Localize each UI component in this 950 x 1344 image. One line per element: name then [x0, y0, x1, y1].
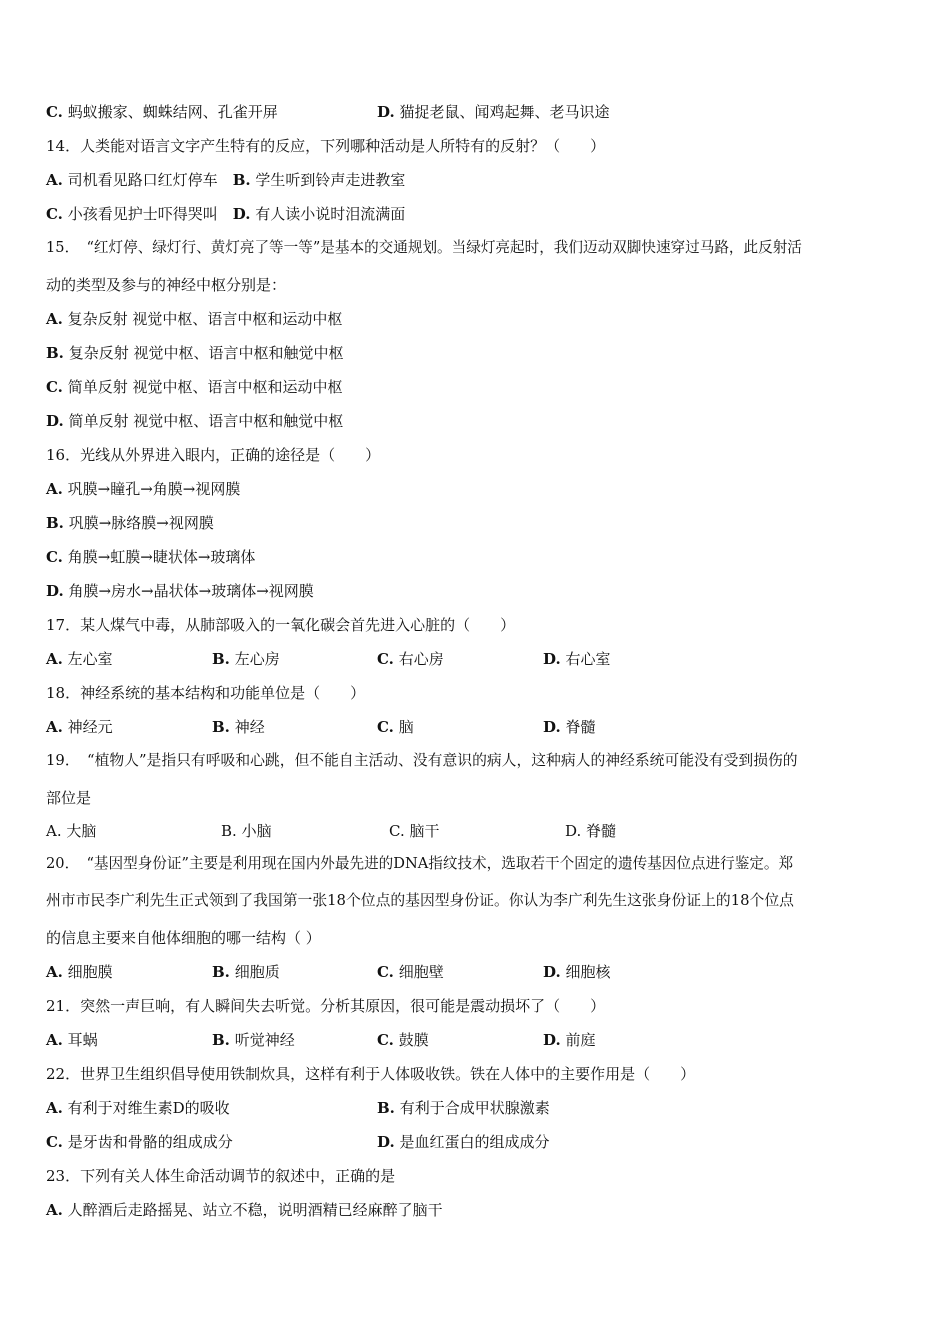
q21-option-a: A. 耳蜗: [46, 1031, 98, 1049]
q22-option-b: B. 有利于合成甲状腺激素: [377, 1099, 550, 1117]
q19-stem-line1: 19． “植物人”是指只有呼吸和心跳，但不能自主活动、没有意识的病人，这种病人的神经系统可能没有受到损伤的: [46, 752, 798, 769]
q17-option-b: B. 左心房: [212, 650, 280, 668]
q16-option-d: D. 角膜→房水→晶状体→玻璃体→视网膜: [46, 582, 314, 600]
q17-option-a: A. 左心室: [46, 650, 113, 668]
q18-option-b: B. 神经: [212, 718, 265, 736]
q13-option-c: C. 蚂蚁搬家、蜘蛛结网、孔雀开屏: [46, 103, 278, 121]
q17-option-d: D. 右心室: [543, 650, 611, 668]
q19-option-d: D. 脊髓: [565, 822, 617, 840]
q20-option-b: B. 细胞质: [212, 963, 280, 981]
q14-stem: 14．人类能对语言文字产生特有的反应，下列哪种活动是人所特有的反射？（ ）: [46, 137, 606, 155]
q20-option-d: D. 细胞核: [543, 963, 611, 981]
q15-stem-line2: 动的类型及参与的神经中枢分别是：: [46, 276, 287, 294]
q20-option-c: C. 细胞壁: [377, 963, 444, 981]
q16-option-b: B. 巩膜→脉络膜→视网膜: [46, 514, 214, 532]
q14-options-ab: A. 司机看见路口红灯停车 B. 学生听到铃声走进教室: [46, 171, 406, 189]
q16-stem: 16．光线从外界进入眼内，正确的途径是（ ）: [46, 446, 381, 464]
q15-option-a: A. 复杂反射 视觉中枢、语言中枢和运动中枢: [46, 310, 343, 328]
q22-option-c: C. 是牙齿和骨骼的组成成分: [46, 1133, 233, 1151]
q20-stem-line1: 20． “基因型身份证”主要是利用现在国内外最先进的DNA指纹技术，选取若干个固定的遗传基因位点进行鉴定。郑: [46, 855, 794, 872]
q21-option-c: C. 鼓膜: [377, 1031, 429, 1049]
q22-option-a: A. 有利于对维生素D的吸收: [46, 1099, 230, 1117]
q19-option-b: B. 小脑: [221, 822, 272, 840]
q19-option-c: C. 脑干: [389, 822, 440, 840]
q21-option-b: B. 听觉神经: [212, 1031, 295, 1049]
q18-option-d: D. 脊髓: [543, 718, 596, 736]
q23-option-a: A. 人醉酒后走路摇晃、站立不稳，说明酒精已经麻醉了脑干: [46, 1201, 443, 1219]
q20-option-a: A. 细胞膜: [46, 963, 113, 981]
q20-stem-line2: 州市市民李广利先生正式领到了我国第一张18个位点的基因型身份证。你认为李广利先生这张身份证上的18个位点: [46, 892, 794, 909]
q15-option-d: D. 简单反射 视觉中枢、语言中枢和触觉中枢: [46, 412, 344, 430]
q19-stem-line2: 部位是: [46, 789, 92, 807]
q14-options-cd: C. 小孩看见护士吓得哭叫 D. 有人读小说时泪流满面: [46, 205, 406, 223]
q13-option-d: D. 猫捉老鼠、闻鸡起舞、老马识途: [377, 103, 610, 121]
q22-stem: 22．世界卫生组织倡导使用铁制炊具，这样有利于人体吸收铁。铁在人体中的主要作用是（ ）: [46, 1065, 696, 1083]
q15-option-b: B. 复杂反射 视觉中枢、语言中枢和触觉中枢: [46, 344, 344, 362]
q18-option-c: C. 脑: [377, 718, 414, 736]
q19-option-a: A. 大脑: [46, 822, 97, 840]
q16-option-c: C. 角膜→虹膜→睫状体→玻璃体: [46, 548, 256, 566]
q21-option-d: D. 前庭: [543, 1031, 596, 1049]
q17-stem: 17．某人煤气中毒，从肺部吸入的一氧化碳会首先进入心脏的（ ）: [46, 616, 516, 634]
q21-stem: 21．突然一声巨响，有人瞬间失去听觉。分析其原因，很可能是震动损坏了（ ）: [46, 997, 606, 1015]
q15-option-c: C. 简单反射 视觉中枢、语言中枢和运动中枢: [46, 378, 343, 396]
q18-stem: 18．神经系统的基本结构和功能单位是（ ）: [46, 684, 366, 702]
q15-stem-line1: 15． “红灯停、绿灯行、黄灯亮了等一等”是基本的交通规划。当绿灯亮起时，我们迈动双脚快速穿过马路，此反射活: [46, 239, 802, 256]
q20-stem-line3: 的信息主要来自他体细胞的哪一结构（ ）: [46, 929, 321, 947]
q23-stem: 23．下列有关人体生命活动调节的叙述中，正确的是: [46, 1167, 396, 1185]
q18-option-a: A. 神经元: [46, 718, 113, 736]
q17-option-c: C. 右心房: [377, 650, 444, 668]
q22-option-d: D. 是血红蛋白的组成成分: [377, 1133, 550, 1151]
q16-option-a: A. 巩膜→瞳孔→角膜→视网膜: [46, 480, 241, 498]
